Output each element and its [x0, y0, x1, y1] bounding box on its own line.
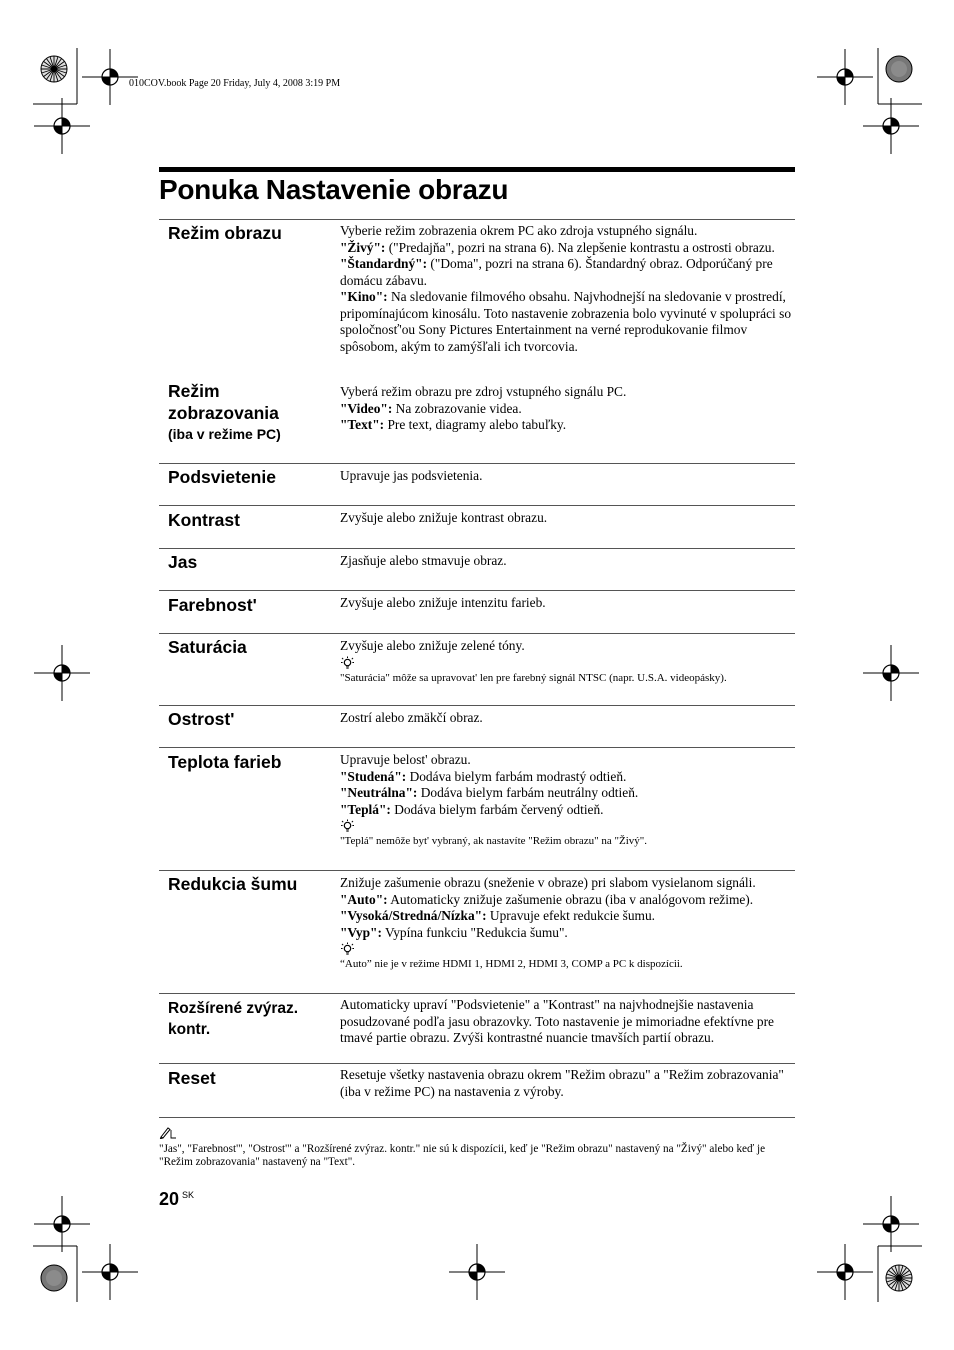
row-label-podsvietenie: Podsvietenie [168, 467, 276, 487]
lightbulb-tip-icon [340, 656, 355, 671]
option-key: "Vysoká/Stredná/Nízka": [340, 908, 487, 923]
row-divider [159, 705, 795, 706]
desc-option-zivy [340, 240, 796, 257]
row-desc-saturacia [340, 638, 796, 685]
option-text: Automaticky znižuje zašumenie obrazu (iba v analógovom režime). [387, 891, 754, 907]
row-label-kontrast: Kontrast [168, 510, 240, 530]
row-divider [159, 590, 795, 591]
row-desc-farebnost: Zvyšuje alebo znižuje intenzitu farieb. [340, 595, 546, 610]
row-label-redukcia-sumu: Redukcia šumu [168, 874, 298, 894]
page-language: SK [182, 1190, 195, 1200]
desc-option-studena [340, 769, 796, 786]
option-text: Vypína funkciu "Redukcia šumu". [381, 924, 568, 940]
row-divider [159, 1063, 795, 1064]
option-text: Dodáva bielym farbám červený odtieň. [390, 801, 604, 817]
row-divider [159, 505, 795, 506]
row-desc-jas: Zjasňuje alebo stmavuje obraz. [340, 553, 507, 568]
desc-option-vysoka [340, 908, 796, 925]
file-info-header: 010COV.book Page 20 Friday, July 4, 2008 3:19 PM [129, 78, 341, 89]
lightbulb-tip-icon [340, 942, 355, 957]
row-label-rezim-obrazu: Režim obrazu [168, 223, 282, 243]
row-label-jas: Jas [168, 552, 198, 572]
desc-option-tepla [340, 802, 796, 819]
row-desc-kontrast: Zvyšuje alebo znižuje kontrast obrazu. [340, 510, 548, 525]
option-key: "Text": [340, 417, 385, 432]
row-label-saturacia: Saturácia [168, 637, 247, 657]
row-label-farebnost: Farebnost' [168, 595, 257, 615]
row-divider [159, 548, 795, 549]
row-divider [159, 747, 795, 748]
option-text: ("Predajňa", pozri na strana 6). Na zlepšenie kontrastu a ostrosti obrazu. [385, 239, 775, 255]
tip-note: “Auto” nie je v režime HDMI 1, HDMI 2, HDMI 3, COMP a PC k dispozícii. [340, 958, 683, 970]
row-desc-teplota-farieb [340, 752, 796, 848]
desc-intro: Znižuje zašumenie obrazu (sneženie v obraze) pri slabom vysielanom signáli. [340, 875, 756, 890]
option-key: "Štandardný": [340, 256, 428, 271]
row-desc-reset: Resetuje všetky nastavenia obrazu okrem "Režim obrazu" a "Režim zobrazovania" (iba v režime PC) na nastavenia z výroby. [340, 1067, 784, 1099]
desc-main: Zvyšuje alebo znižuje zelené tóny. [340, 638, 525, 653]
label-sub: (iba v režime PC) [168, 426, 281, 442]
row-label-rezim-zobrazovania [168, 380, 333, 444]
option-key: "Teplá": [340, 801, 391, 817]
row-desc-rezim-zobrazovania [340, 384, 796, 434]
row-desc-redukcia-sumu [340, 875, 796, 971]
row-label-rozsirene-zvyraz-kontr: Rozšírené zvýraz. kontr. [168, 1000, 299, 1038]
desc-option-standardny [340, 256, 796, 289]
option-key: "Živý": [340, 239, 386, 255]
option-text: Pre text, diagramy alebo tabuľky. [384, 417, 567, 432]
row-divider [159, 463, 795, 464]
row-divider [159, 633, 795, 634]
desc-option-neutralna [340, 785, 796, 802]
option-key: "Video": [340, 400, 393, 416]
row-desc-rozsirene-zvyraz-kontr: Automaticky upraví "Podsvietenie" a "Kontrast" na najvhodnejšie nastavenia posudzované podľa jasu obrazovky. Toto nastavenie je mimoriadne efektívne pre tmavé partie obrazu. Zvýši kontrastné nuancie tmavších partií obrazu. [340, 997, 774, 1045]
row-desc-rezim-obrazu [340, 223, 796, 355]
option-key: "Kino": [340, 289, 388, 304]
option-text: Dodáva bielym farbám modrastý odtieň. [406, 768, 627, 784]
desc-intro: Vyberá režim obrazu pre zdroj vstupného signálu PC. [340, 384, 627, 399]
row-divider [159, 870, 795, 871]
desc-option-video [340, 401, 796, 418]
page-number-value: 20 [159, 1189, 180, 1209]
label-text: Režim zobrazovania [168, 381, 279, 423]
desc-option-auto [340, 892, 796, 909]
option-key: "Vyp": [340, 924, 382, 940]
desc-option-vyp [340, 925, 796, 942]
option-key: "Auto": [340, 891, 388, 907]
row-desc-podsvietenie: Upravuje jas podsvietenia. [340, 468, 483, 483]
footnote-text: "Jas", "Farebnost'", "Ostrost'" a "Rozšírené zvýraz. kontr." nie sú k dispozícii, keď je "Režim obrazu" nastavený na "Živý" alebo keď je "Režim zobrazovania" nastavený na "Text". [159, 1143, 766, 1168]
pencil-note-icon [159, 1126, 177, 1139]
option-text: Upravuje efekt redukcie šumu. [486, 908, 656, 923]
tip-note: "Saturácia" môže sa upravovat' len pre farebný signál NTSC (napr. U.S.A. videopásky). [340, 671, 727, 684]
table-top-rule [159, 219, 795, 220]
row-divider [159, 993, 795, 994]
title-bar [159, 167, 795, 172]
option-text: ("Doma", pozri na strana 6). Štandardný obraz. Odporúčaný pre domácu zábavu. [340, 256, 773, 288]
desc-intro: Upravuje belost' obrazu. [340, 752, 471, 767]
row-label-reset: Reset [168, 1068, 216, 1088]
option-key: "Studená": [340, 768, 407, 784]
page-title: Ponuka Nastavenie obrazu [159, 174, 509, 205]
row-desc-ostrost: Zostrí alebo zmäkčí obraz. [340, 710, 483, 725]
option-key: "Neutrálna": [340, 785, 418, 800]
table-bottom-rule [159, 1117, 795, 1118]
desc-option-kino [340, 289, 796, 355]
row-label-ostrost: Ostrost' [168, 709, 235, 729]
option-text: Na zobrazovanie videa. [392, 400, 522, 416]
row-label-teplota-farieb: Teplota farieb [168, 752, 282, 772]
lightbulb-tip-icon [340, 819, 355, 834]
desc-option-text [340, 417, 796, 434]
desc-intro: Vyberie režim zobrazenia okrem PC ako zdroja vstupného signálu. [340, 223, 698, 238]
tip-note: "Teplá" nemôže byt' vybraný, ak nastavíte "Režim obrazu" na "Živý". [340, 835, 648, 847]
footnote [159, 1126, 799, 1169]
page-number [159, 1189, 194, 1210]
option-text: Na sledovanie filmového obsahu. Najvhodnejší na sledovanie v prostredí, pripomínajúcom kinosálu. Toto nastavenie zobrazenia bolo vyvinuté v spolupráci so spoločnosť'ou Sony Pictures Entertainment na verné reprodukovanie filmov spôsobom, akým to zamýšľali ich tvorcovia. [340, 289, 792, 354]
option-text: Dodáva bielym farbám neutrálny odtieň. [417, 785, 639, 800]
